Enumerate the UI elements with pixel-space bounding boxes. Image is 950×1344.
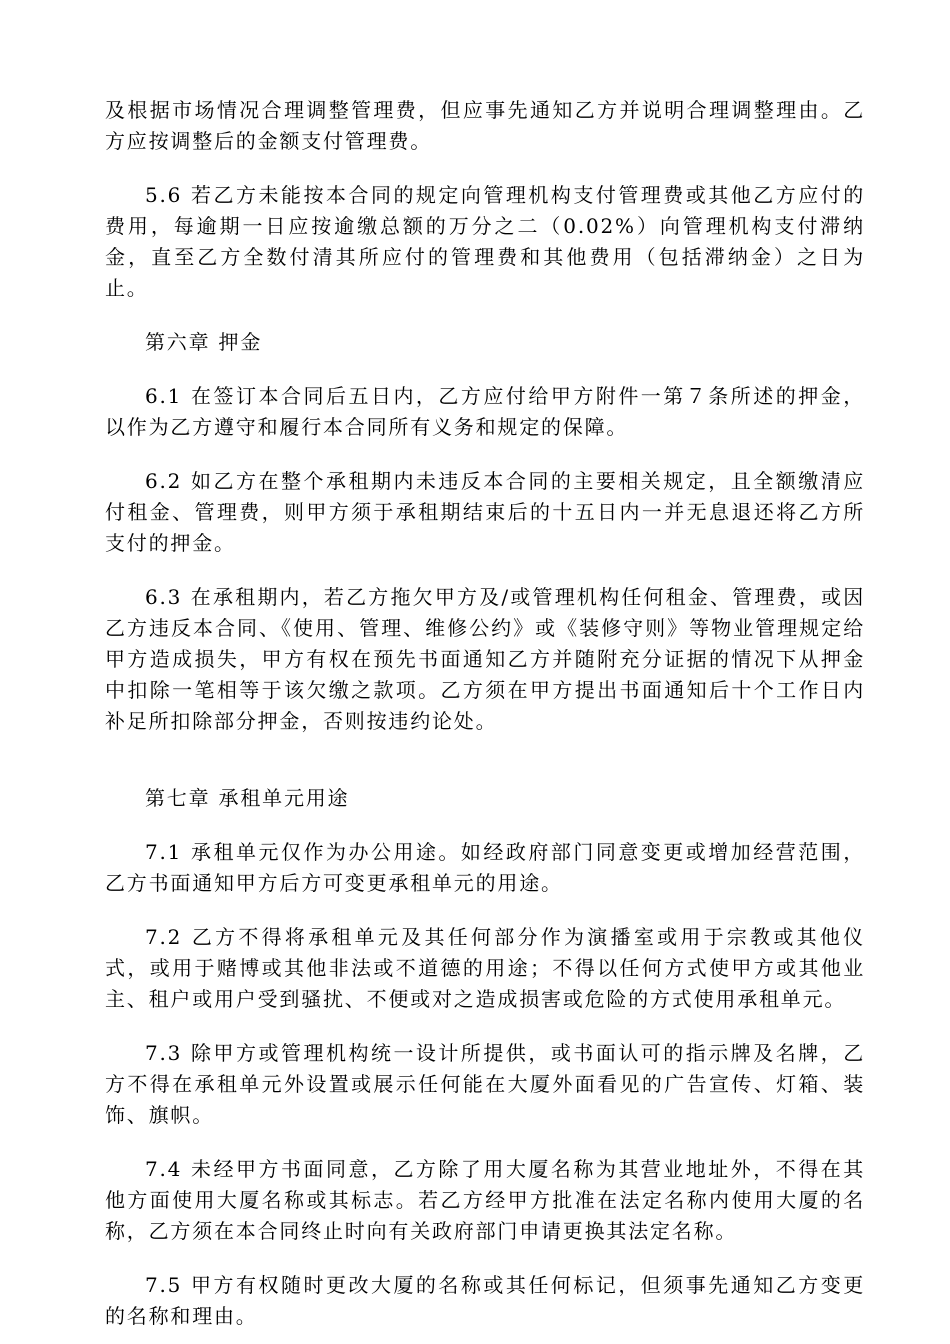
paragraph-7-4: 7.4 未经甲方书面同意，乙方除了用大厦名称为其营业地址外，不得在其他方面使用大厦名称或其标志。若乙方经甲方批准在法定名称内使用大厦的名称，乙方须在本合同终止时向有关政府部门申请更换其法定名称。 bbox=[105, 1157, 865, 1243]
document-page bbox=[105, 95, 865, 1332]
paragraph-7-5: 7.5 甲方有权随时更改大厦的名称或其任何标记，但须事先通知乙方变更的名称和理由。 bbox=[105, 1273, 865, 1328]
paragraph-7-3: 7.3 除甲方或管理机构统一设计所提供，或书面认可的指示牌及名牌，乙方不得在承租单元外设置或展示任何能在大厦外面看见的广告宣传、灯箱、装饰、旗帜。 bbox=[105, 1041, 865, 1127]
paragraph-6-3: 6.3 在承租期内，若乙方拖欠甲方及/或管理机构任何租金、管理费，或因乙方违反本合同、《使用、管理、维修公约》或《装修守则》等物业管理规定给甲方造成损失，甲方有权在预先书面通知乙方并随附充分证据的情况下从押金中扣除一笔相等于该欠缴之款项。乙方须在甲方提出书面通知后十个工作日内补足所扣除部分押金，否则按违约论处。 bbox=[105, 585, 865, 733]
paragraph-7-1: 7.1 承租单元仅作为办公用途。如经政府部门同意变更或增加经营范围，乙方书面通知甲方后方可变更承租单元的用途。 bbox=[105, 840, 865, 895]
paragraph-6-1: 6.1 在签订本合同后五日内，乙方应付给甲方附件一第７条所述的押金，以作为乙方遵守和履行本合同所有义务和规定的保障。 bbox=[105, 384, 865, 439]
chapter-6-heading: 第六章 押金 bbox=[145, 330, 263, 354]
paragraph-5-5-continuation: 及根据市场情况合理调整管理费，但应事先通知乙方并说明合理调整理由。乙方应按调整后的金额支付管理费。 bbox=[105, 98, 865, 153]
paragraph-5-6: 5.6 若乙方未能按本合同的规定向管理机构支付管理费或其他乙方应付的费用，每逾期一日应按逾缴总额的万分之二（0.02%）向管理机构支付滞纳金，直至乙方全数付清其所应付的管理费和其他费用（包括滞纳金）之日为止。 bbox=[105, 183, 865, 300]
paragraph-6-2: 6.2 如乙方在整个承租期内未违反本合同的主要相关规定，且全额缴清应付租金、管理费，则甲方须于承租期结束后的十五日内一并无息退还将乙方所支付的押金。 bbox=[105, 469, 865, 555]
chapter-7-heading: 第七章 承租单元用途 bbox=[145, 786, 350, 810]
paragraph-7-2: 7.2 乙方不得将承租单元及其任何部分作为演播室或用于宗教或其他仪式，或用于赌博或其他非法或不道德的用途；不得以任何方式使甲方或其他业主、租户或用户受到骚扰、不便或对之造成损害或危险的方式使用承租单元。 bbox=[105, 925, 865, 1011]
